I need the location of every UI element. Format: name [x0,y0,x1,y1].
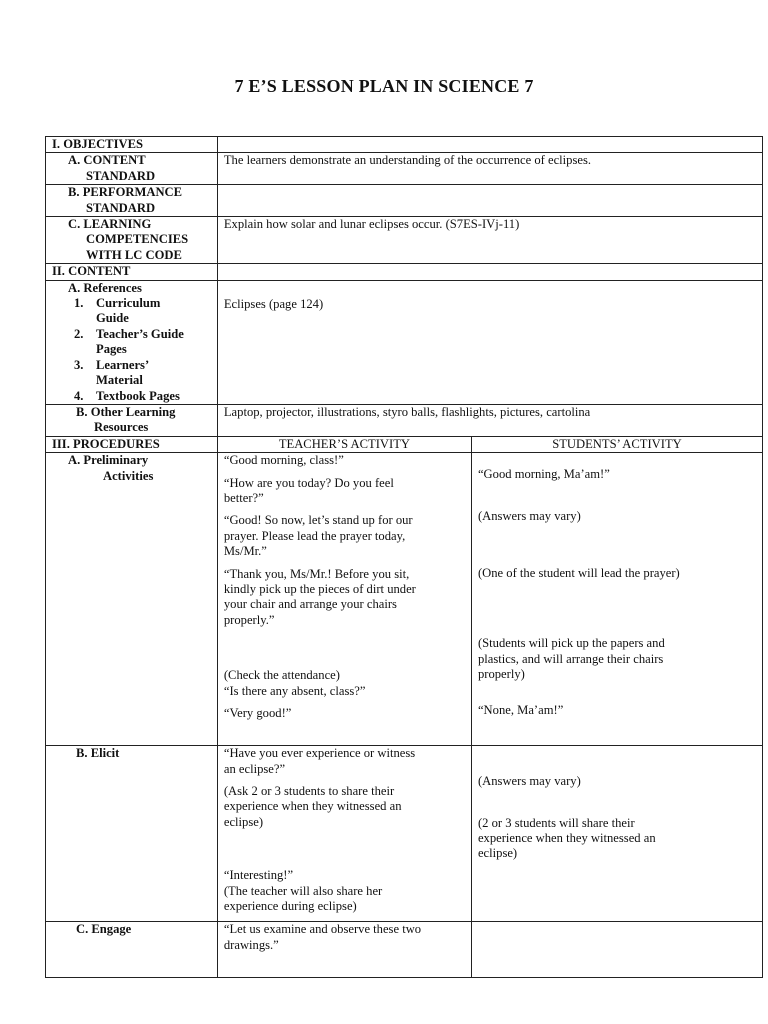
preliminary-label-line2: Activities [103,468,154,483]
reference-line: Textbook Pages [96,388,180,403]
reference-text [96,296,206,327]
reference-number: 1. [74,296,84,311]
engage-teacher-cell [217,922,471,978]
teacher-activity-header: TEACHER’S ACTIVITY [217,436,471,452]
content-standard-label [46,153,218,185]
preliminary-row [46,453,763,746]
teacher-line: “Very good!” [223,706,292,720]
student-line: eclipse) [477,846,518,861]
teacher-line: better?” [223,490,264,505]
teacher-line: Ms/Mr.” [223,544,267,559]
teacher-line: an eclipse?” [223,761,286,776]
other-resources-row [46,404,763,436]
student-line: (Answers may vary) [477,774,581,789]
objectives-heading: I. OBJECTIVES [46,137,218,153]
student-line: (2 or 3 students will share their [477,815,635,830]
reference-number: 4. [74,388,84,403]
student-line: experience when they witnessed an [477,830,656,845]
performance-standard-label [46,185,218,217]
other-resources-value: Laptop, projector, illustrations, styro balls, flashlights, pictures, cartolina [217,404,762,436]
content-standard-value: The learners demonstrate an understanding of the occurrence of eclipses. [217,153,762,185]
reference-line: Learners’ [96,357,150,372]
teacher-line: experience during eclipse) [223,898,357,913]
content-empty-cell [217,264,762,280]
teacher-line: kindly pick up the pieces of dirt under [223,581,416,596]
teacher-line: “Let us examine and observe these two [223,922,422,937]
teacher-line: “Interesting!” [223,868,294,883]
student-line: “Good morning, Ma’am!” [477,467,610,482]
students-activity-header: STUDENTS’ ACTIVITY [471,436,762,452]
reference-item [52,296,211,327]
other-resources-label [46,404,218,436]
lesson-plan-table [45,136,763,978]
references-row [46,280,763,404]
content-heading: II. CONTENT [46,264,218,280]
reference-number: 2. [74,326,84,341]
preliminary-label-line1: A. Preliminary [68,453,149,468]
teacher-line: experience when they witnessed an [223,799,402,814]
reference-text [96,327,206,358]
engage-students-cell [471,922,762,978]
learning-competencies-label-line2: COMPETENCIES [86,232,189,247]
teacher-line: (Check the attendance) [223,668,340,683]
teacher-line: your chair and arrange your chairs [223,597,397,612]
student-line: plastics, and will arrange their chairs [477,651,664,666]
learning-competencies-row [46,217,763,264]
preliminary-teacher-cell [217,453,471,746]
teacher-line: prayer. Please lead the prayer today, [223,528,406,543]
references-list [52,296,211,404]
objectives-row [46,137,763,153]
reference-line: Curriculum [96,296,161,311]
student-line: properly) [477,667,525,682]
reference-line: Teacher’s Guide [96,326,184,341]
page-title: 7 E’S LESSON PLAN IN SCIENCE 7 [234,76,534,96]
teacher-line: “Have you ever experience or witness [223,746,416,761]
reference-item [52,389,211,404]
teacher-line: eclipse) [223,814,264,829]
reference-item [52,358,211,389]
student-line: (Students will pick up the papers and [477,636,665,651]
procedures-heading: III. PROCEDURES [46,436,218,452]
teacher-line: (Ask 2 or 3 students to share their [223,783,395,798]
elicit-teacher-cell [217,746,471,922]
student-line: “None, Ma’am!” [477,702,564,717]
references-heading: A. References [68,280,142,295]
reference-line: Guide [96,311,129,326]
engage-label: C. Engage [46,922,218,978]
reference-text [96,358,206,389]
reference-line: Material [96,373,143,388]
content-standard-label-line2: STANDARD [86,168,156,183]
elicit-row [46,746,763,922]
performance-standard-label-line2: STANDARD [86,200,156,215]
reference-text [96,389,206,404]
content-standard-label-line1: A. CONTENT [68,153,146,168]
performance-standard-row [46,185,763,217]
teacher-line: “Thank you, Ms/Mr.! Before you sit, [223,566,410,581]
performance-standard-label-line1: B. PERFORMANCE [68,185,183,200]
teacher-line: properly.” [223,612,275,627]
procedures-header-row [46,436,763,452]
reference-item [52,327,211,358]
learning-competencies-label-line3: WITH LC CODE [86,247,182,262]
learning-competencies-label-line1: C. LEARNING [68,217,152,232]
teacher-line: drawings.” [223,937,279,952]
elicit-students-cell [471,746,762,922]
objectives-empty-cell [217,137,762,153]
elicit-label: B. Elicit [46,746,218,922]
preliminary-students-cell [471,453,762,746]
teacher-line: “Good! So now, let’s stand up for our [223,513,413,528]
other-resources-label-line1: B. Other Learning [76,404,176,419]
preliminary-label [46,453,218,746]
learning-competencies-label [46,217,218,264]
reference-line: Pages [96,342,127,357]
teacher-line: “Good morning, class!” [223,453,344,468]
other-resources-label-line2: Resources [94,420,149,435]
references-value: Eclipses (page 124) [217,280,762,404]
content-standard-row [46,153,763,185]
reference-number: 3. [74,357,84,372]
learning-competencies-value: Explain how solar and lunar eclipses occur. (S7ES-IVj-11) [217,217,762,264]
content-row [46,264,763,280]
teacher-line: “Is there any absent, class?” [223,683,366,698]
teacher-line: “How are you today? Do you feel [223,475,394,490]
student-line: (Answers may vary) [477,508,581,523]
performance-standard-value [217,185,762,217]
student-line: (One of the student will lead the prayer) [477,565,680,580]
references-label [46,280,218,404]
engage-row [46,922,763,978]
teacher-line: (The teacher will also share her [223,883,383,898]
